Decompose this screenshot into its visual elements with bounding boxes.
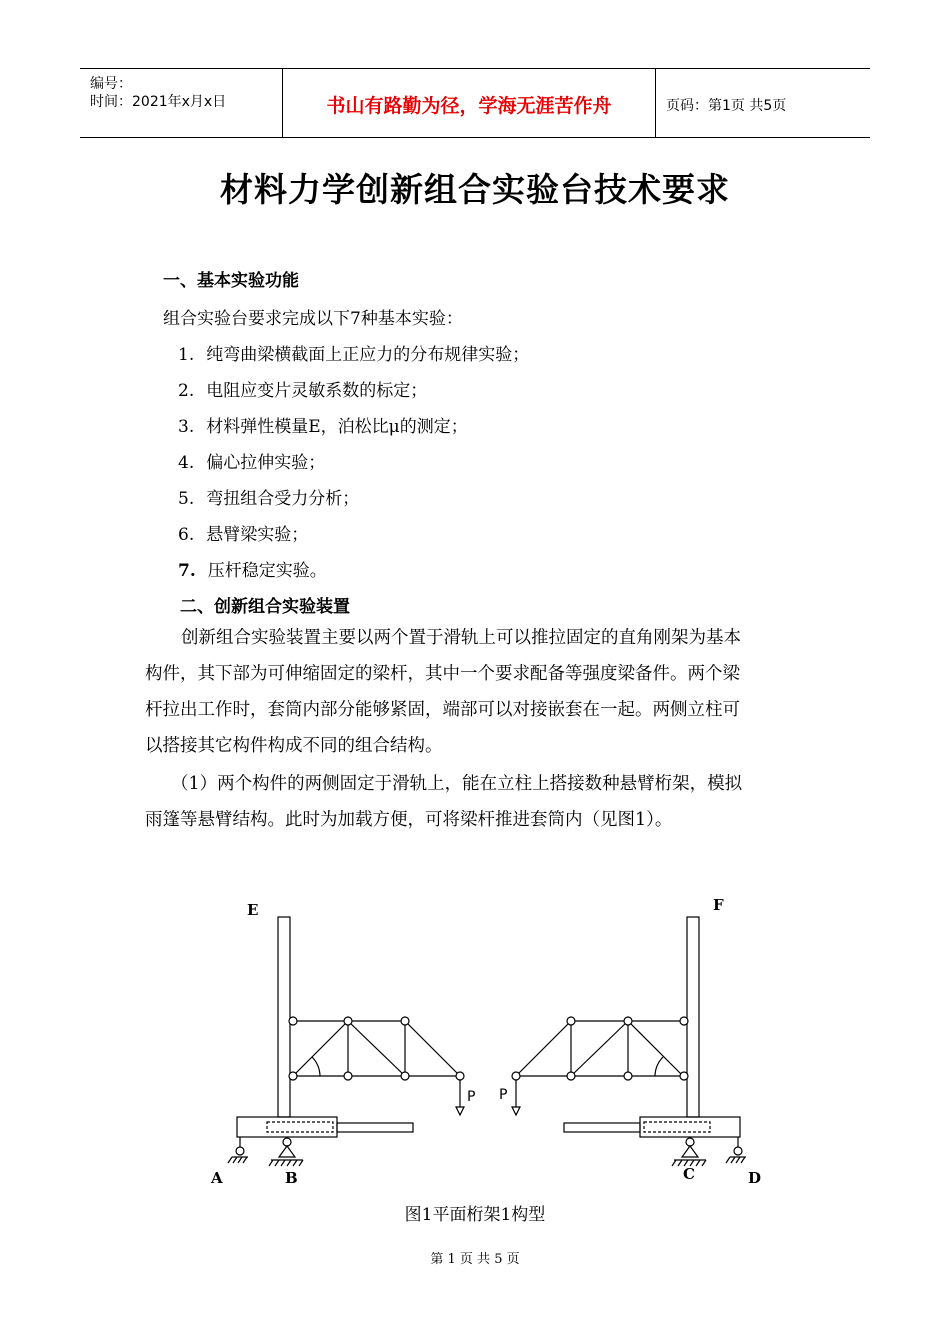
label-E: E xyxy=(247,901,259,919)
header-page-code: 页码：第1页 共5页 xyxy=(666,98,787,114)
list-item-text: 纯弯曲梁横截面上正应力的分布规律实验； xyxy=(206,345,530,365)
left-sleeve xyxy=(267,1122,333,1132)
number-label: 编号： xyxy=(90,76,132,92)
paragraph-line: 杆拉出工作时，套筒内部分能够紧固，端部可以对接嵌套在一起。两侧立柱可 xyxy=(145,700,740,720)
document-title: 材料力学创新组合实验台技术要求 xyxy=(220,170,730,209)
list-item xyxy=(178,484,359,509)
right-angle-arc xyxy=(655,1057,663,1076)
header-motto-cell xyxy=(283,69,656,137)
left-beam-rod xyxy=(337,1123,413,1132)
list-item-number: 4. xyxy=(178,453,195,473)
list-item-text: 电阻应变片灵敏系数的标定； xyxy=(206,381,428,401)
paragraph-line: 创新组合实验装置主要以两个置于滑轨上可以推拉固定的直角刚架为基本 xyxy=(181,628,741,648)
right-base-block xyxy=(640,1117,740,1137)
label-P-right: P xyxy=(499,1087,508,1103)
list-item-number: 5. xyxy=(178,489,195,509)
section1-intro: 组合实验台要求完成以下7种基本实验： xyxy=(163,309,463,329)
truss-diagram xyxy=(195,885,770,1195)
list-item-text: 悬臂梁实验； xyxy=(206,525,309,545)
left-load-arrow xyxy=(456,1107,464,1115)
header-left-cell xyxy=(80,69,283,137)
list-item-number: 2. xyxy=(178,381,195,401)
left-angle-arc xyxy=(312,1057,320,1076)
truss-figure xyxy=(195,885,770,1195)
figure-caption: 图1平面桁架1构型 xyxy=(404,1205,546,1225)
label-C: C xyxy=(683,1165,695,1183)
list-item-number: 6. xyxy=(178,525,195,545)
list-item xyxy=(178,556,327,581)
section2-paragraph-2 xyxy=(145,766,810,838)
paragraph-line: 以搭接其它构件构成不同的组合结构。 xyxy=(145,736,443,756)
section2-paragraph-1 xyxy=(145,620,810,764)
paragraph-line: 雨篷等悬臂结构。此时为加载方便，可将梁杆推进套筒内（见图1）。 xyxy=(145,810,673,830)
left-base-block xyxy=(237,1117,337,1137)
date-label: 时间：2021年x月x日 xyxy=(90,94,227,110)
list-item xyxy=(178,340,529,365)
label-A: A xyxy=(211,1169,223,1187)
right-load-arrow xyxy=(512,1107,520,1115)
label-D: D xyxy=(748,1169,762,1187)
header-page-cell xyxy=(656,69,870,137)
label-P-left: P xyxy=(467,1089,476,1105)
list-item-text: 弯扭组合受力分析； xyxy=(206,489,360,509)
left-column xyxy=(278,917,290,1117)
label-B: B xyxy=(285,1169,298,1187)
list-item xyxy=(178,520,308,545)
list-item-text: 材料弹性模量E，泊松比μ的测定； xyxy=(206,417,468,437)
list-item xyxy=(178,376,427,401)
right-column xyxy=(687,917,699,1117)
paragraph-line: 构件，其下部为可伸缩固定的梁杆，其中一个要求配备等强度梁备件。两个梁 xyxy=(145,664,740,684)
right-sleeve xyxy=(644,1122,710,1132)
list-item-number: 3. xyxy=(178,417,195,437)
page-footer: 第 1 页 共 5 页 xyxy=(430,1252,520,1267)
list-item xyxy=(178,448,325,473)
list-item-text: 偏心拉伸实验； xyxy=(206,453,326,473)
list-item-text: 压杆稳定实验。 xyxy=(207,561,327,581)
paragraph-line: （1）两个构件的两侧固定于滑轨上，能在立柱上搭接数种悬臂桁架，模拟 xyxy=(171,774,743,794)
section2-heading: 二、创新组合实验装置 xyxy=(180,597,350,617)
right-beam-rod xyxy=(564,1123,640,1132)
section1-heading: 一、基本实验功能 xyxy=(163,271,299,291)
list-item-number: 7. xyxy=(178,561,196,581)
list-item xyxy=(178,412,468,437)
header-motto: 书山有路勤为径，学海无涯苦作舟 xyxy=(326,95,612,117)
list-item-number: 1. xyxy=(178,345,195,365)
document-header xyxy=(80,68,870,138)
label-F: F xyxy=(713,896,724,914)
